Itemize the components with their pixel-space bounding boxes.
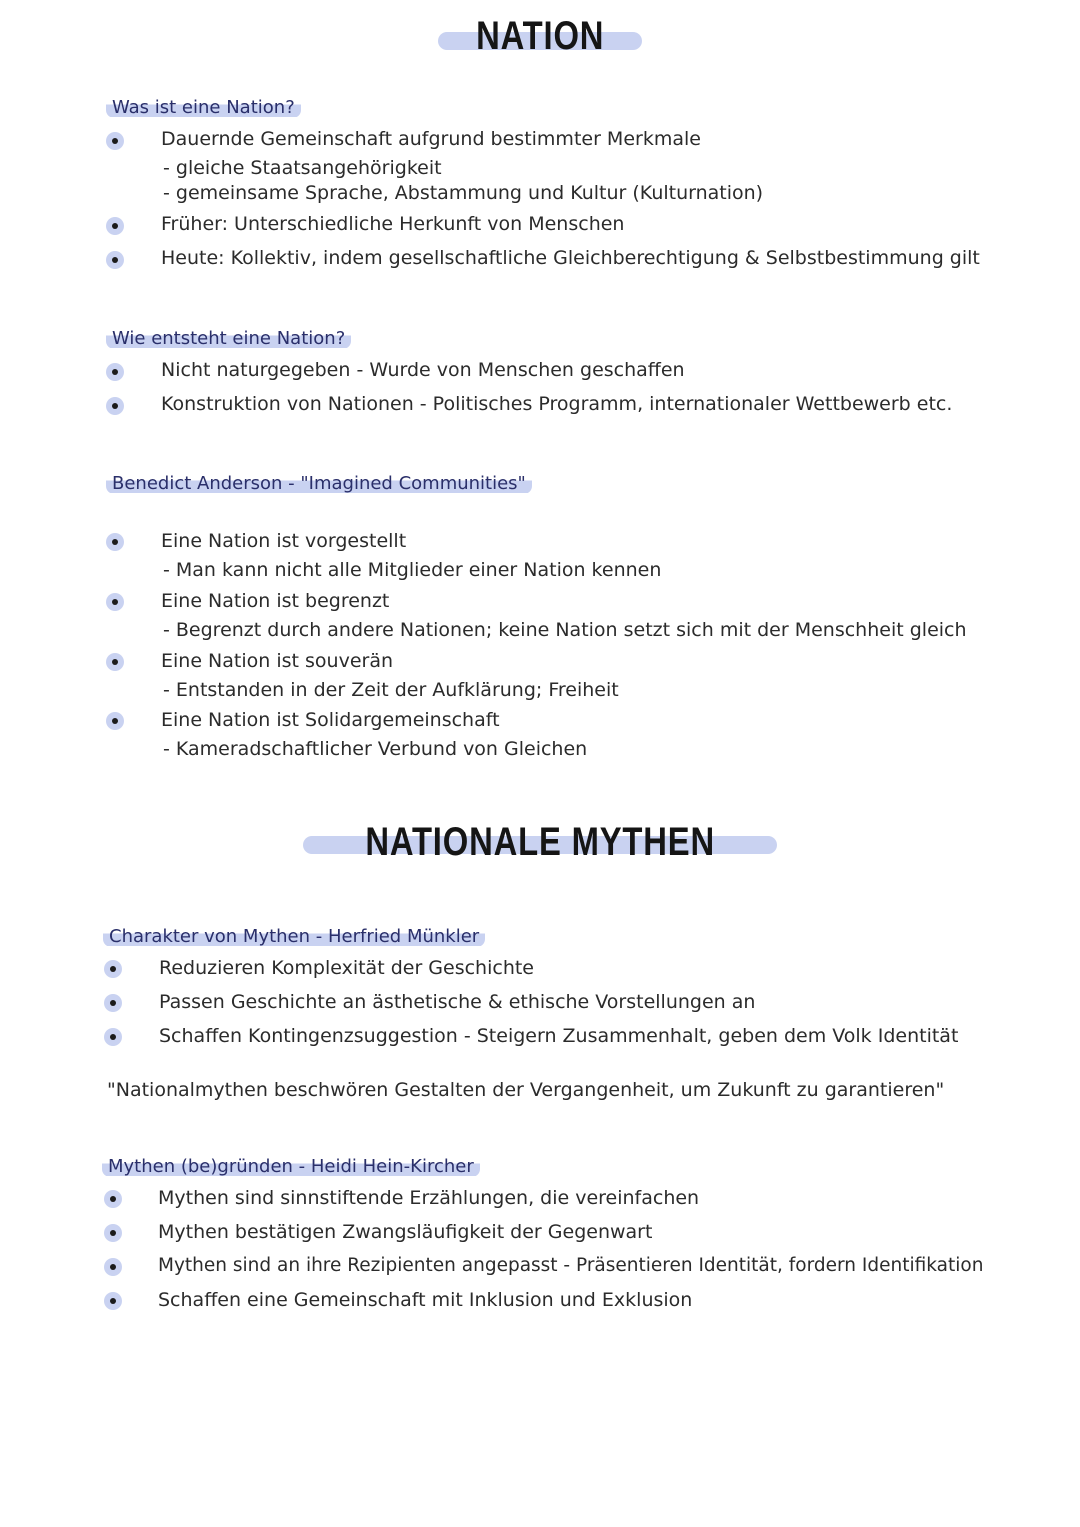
bullet-icon [106, 363, 124, 381]
list-item: Eine Nation ist vorgestellt [161, 530, 407, 552]
bullet-icon [106, 533, 124, 551]
list-item: Heute: Kollektiv, indem gesellschaftliche Gleichberechtigung & Selbstbestimmung gilt [161, 247, 980, 269]
list-item: Nicht naturgegeben - Wurde von Menschen geschaffen [161, 359, 685, 381]
list-subitem: - gemeinsame Sprache, Abstammung und Kultur (Kulturnation) [163, 182, 764, 204]
quote: "Nationalmythen beschwören Gestalten der Vergangenheit, um Zukunft zu garantieren" [107, 1079, 945, 1101]
list-subitem: - Entstanden in der Zeit der Aufklärung; Freiheit [163, 679, 619, 701]
section-heading-charakter: Charakter von Mythen - Herfried Münkler [103, 926, 485, 947]
bullet-icon [104, 1224, 122, 1242]
list-item: Reduzieren Komplexität der Geschichte [159, 957, 534, 979]
bullet-icon [104, 994, 122, 1012]
bullet-icon [106, 653, 124, 671]
section-heading-was-ist: Was ist eine Nation? [106, 97, 301, 118]
list-item: Früher: Unterschiedliche Herkunft von Menschen [161, 213, 625, 235]
list-subitem: - gleiche Staatsangehörigkeit [163, 157, 442, 179]
bullet-icon [104, 960, 122, 978]
section-title-mythen: NATIONALE MYTHEN [0, 820, 1080, 865]
list-item: Mythen bestätigen Zwangsläufigkeit der Gegenwart [158, 1221, 653, 1243]
section-heading-wie-entsteht: Wie entsteht eine Nation? [106, 328, 351, 349]
list-subitem: - Man kann nicht alle Mitglieder einer Nation kennen [163, 559, 662, 581]
list-item: Schaffen eine Gemeinschaft mit Inklusion und Exklusion [158, 1289, 693, 1311]
list-item: Eine Nation ist souverän [161, 650, 394, 672]
list-item: Passen Geschichte an ästhetische & ethische Vorstellungen an [159, 991, 756, 1013]
bullet-icon [104, 1292, 122, 1310]
bullet-icon [106, 217, 124, 235]
bullet-icon [104, 1258, 122, 1276]
section-heading-begruenden: Mythen (be)gründen - Heidi Hein-Kircher [102, 1156, 480, 1177]
bullet-icon [106, 251, 124, 269]
section-heading-anderson: Benedict Anderson - "Imagined Communities" [106, 473, 532, 494]
list-item: Schaffen Kontingenzsuggestion - Steigern Zusammenhalt, geben dem Volk Identität [159, 1025, 959, 1047]
bullet-icon [106, 132, 124, 150]
list-item: Mythen sind an ihre Rezipienten angepasst - Präsentieren Identität, fordern Identifikation [158, 1255, 984, 1276]
list-item: Eine Nation ist Solidargemeinschaft [161, 709, 500, 731]
bullet-icon [106, 397, 124, 415]
bullet-icon [104, 1190, 122, 1208]
list-item: Dauernde Gemeinschaft aufgrund bestimmter Merkmale [161, 128, 701, 150]
page-title: NATION [0, 14, 1080, 59]
bullet-icon [106, 593, 124, 611]
bullet-icon [104, 1028, 122, 1046]
bullet-icon [106, 712, 124, 730]
list-item: Eine Nation ist begrenzt [161, 590, 390, 612]
list-item: Mythen sind sinnstiftende Erzählungen, die vereinfachen [158, 1187, 700, 1209]
list-subitem: - Begrenzt durch andere Nationen; keine Nation setzt sich mit der Menschheit gleich [163, 619, 967, 641]
list-item: Konstruktion von Nationen - Politisches Programm, internationaler Wettbewerb etc. [161, 393, 953, 415]
list-subitem: - Kameradschaftlicher Verbund von Gleichen [163, 738, 588, 760]
